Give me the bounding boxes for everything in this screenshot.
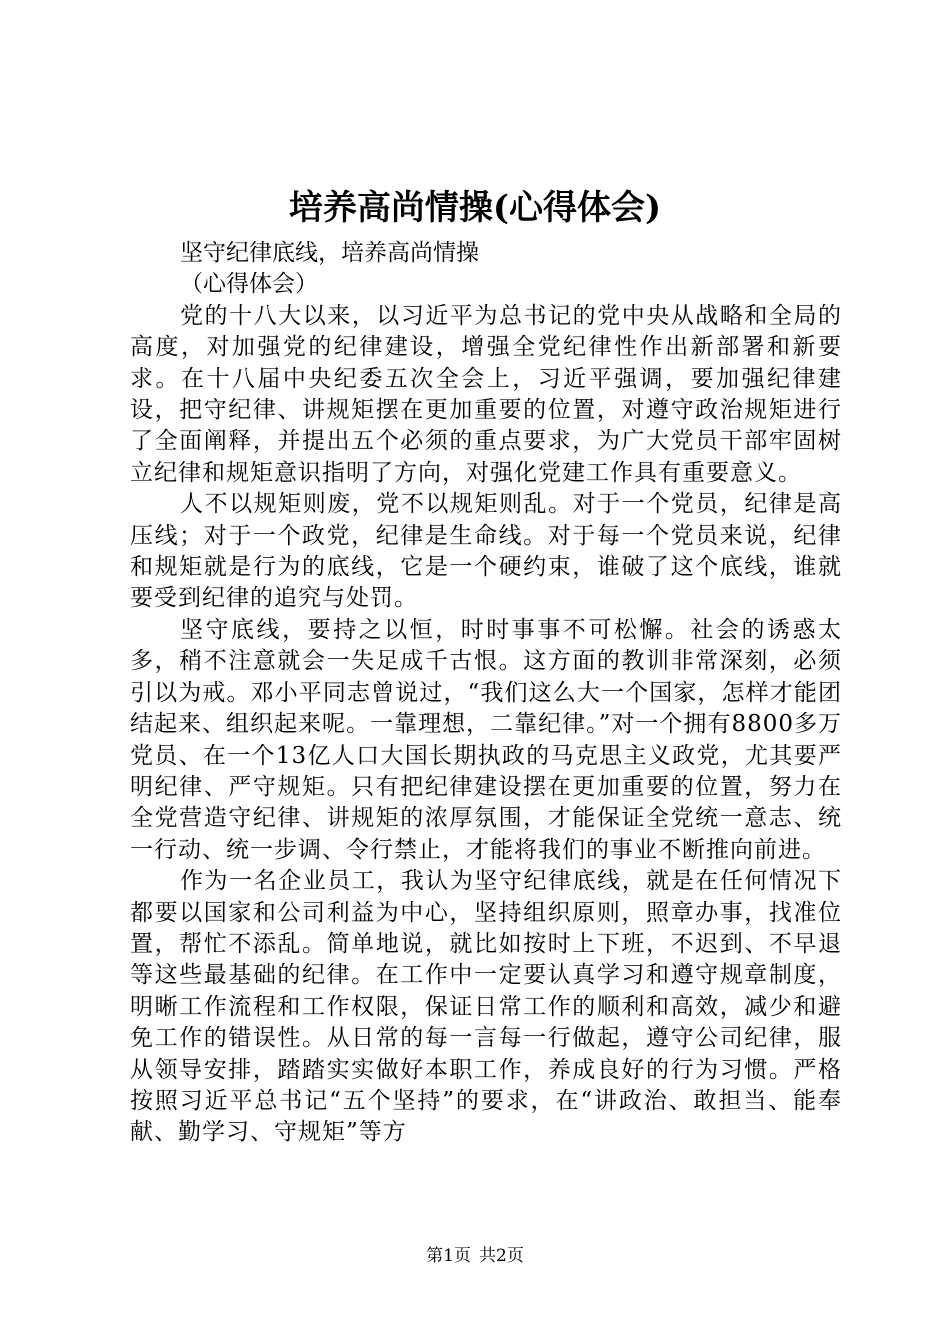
page-number-total: 共2页 — [479, 1246, 524, 1266]
document-body — [130, 238, 842, 1149]
page-number-current: 第1页 — [426, 1246, 471, 1266]
paragraph-2: 人不以规矩则废，党不以规矩则乱。对于一个党员，纪律是高压线；对于一个政党，纪律是生命线。对于每一个党员来说，纪律和规矩就是行为的底线，它是一个硬约束，谁破了这个底线，谁就要受到纪律的追究与处罚。 — [130, 491, 842, 612]
subtitle-line-1: 坚守纪律底线，培养高尚情操 — [180, 240, 479, 266]
document-title: 培养高尚情操(心得体会) — [288, 188, 662, 228]
subtitle-line-2: （心得体会） — [180, 271, 318, 298]
page-footer — [0, 1244, 950, 1268]
paragraph-1: 党的十八大以来，以习近平为总书记的党中央从战略和全局的高度，对加强党的纪律建设，增强全党纪律性作出新部署和新要求。在十八届中央纪委五次全会上，习近平强调，要加强纪律建设，把守纪律、讲规矩摆在更加重要的位置，对遵守政治规矩进行了全面阐释，并提出五个必须的重点要求，为广大党员干部牢固树立纪律和规矩意识指明了方向，对强化党建工作具有重要意义。 — [130, 302, 842, 486]
paragraph-4: 作为一名企业员工，我认为坚守纪律底线，就是在任何情况下都要以国家和公司利益为中心，坚持组织原则，照章办事，找准位置，帮忙不添乱。简单地说，就比如按时上下班，不迟到、不早退等这些最基础的纪律。在工作中一定要认真学习和遵守规章制度，明晰工作流程和工作权限，保证日常工作的顺利和高效，减少和避免工作的错误性。从日常的每一言每一行做起，遵守公司纪律，服从领导安排，踏踏实实做好本职工作，养成良好的行为习惯。严格按照习近平总书记“五个坚持”的要求，在“讲政治、敢担当、能奉献、勤学习、守规矩”等方 — [130, 868, 842, 1146]
paragraph-3: 坚守底线，要持之以恒，时时事事不可松懈。社会的诱惑太多，稍不注意就会一失足成千古恨。这方面的教训非常深刻，必须引以为戒。邓小平同志曾说过，“我们这么大一个国家，怎样才能团结起来、组织起来呢。一靠理想，二靠纪律。”对一个拥有8800多万党员、在一个13亿人口大国长期执政的马克思主义政党，尤其要严明纪律、严守规矩。只有把纪律建设摆在更加重要的位置，努力在全党营造守纪律、讲规矩的浓厚氛围，才能保证全党统一意志、统一行动、统一步调、令行禁止，才能将我们的事业不断推向前进。 — [130, 616, 842, 863]
